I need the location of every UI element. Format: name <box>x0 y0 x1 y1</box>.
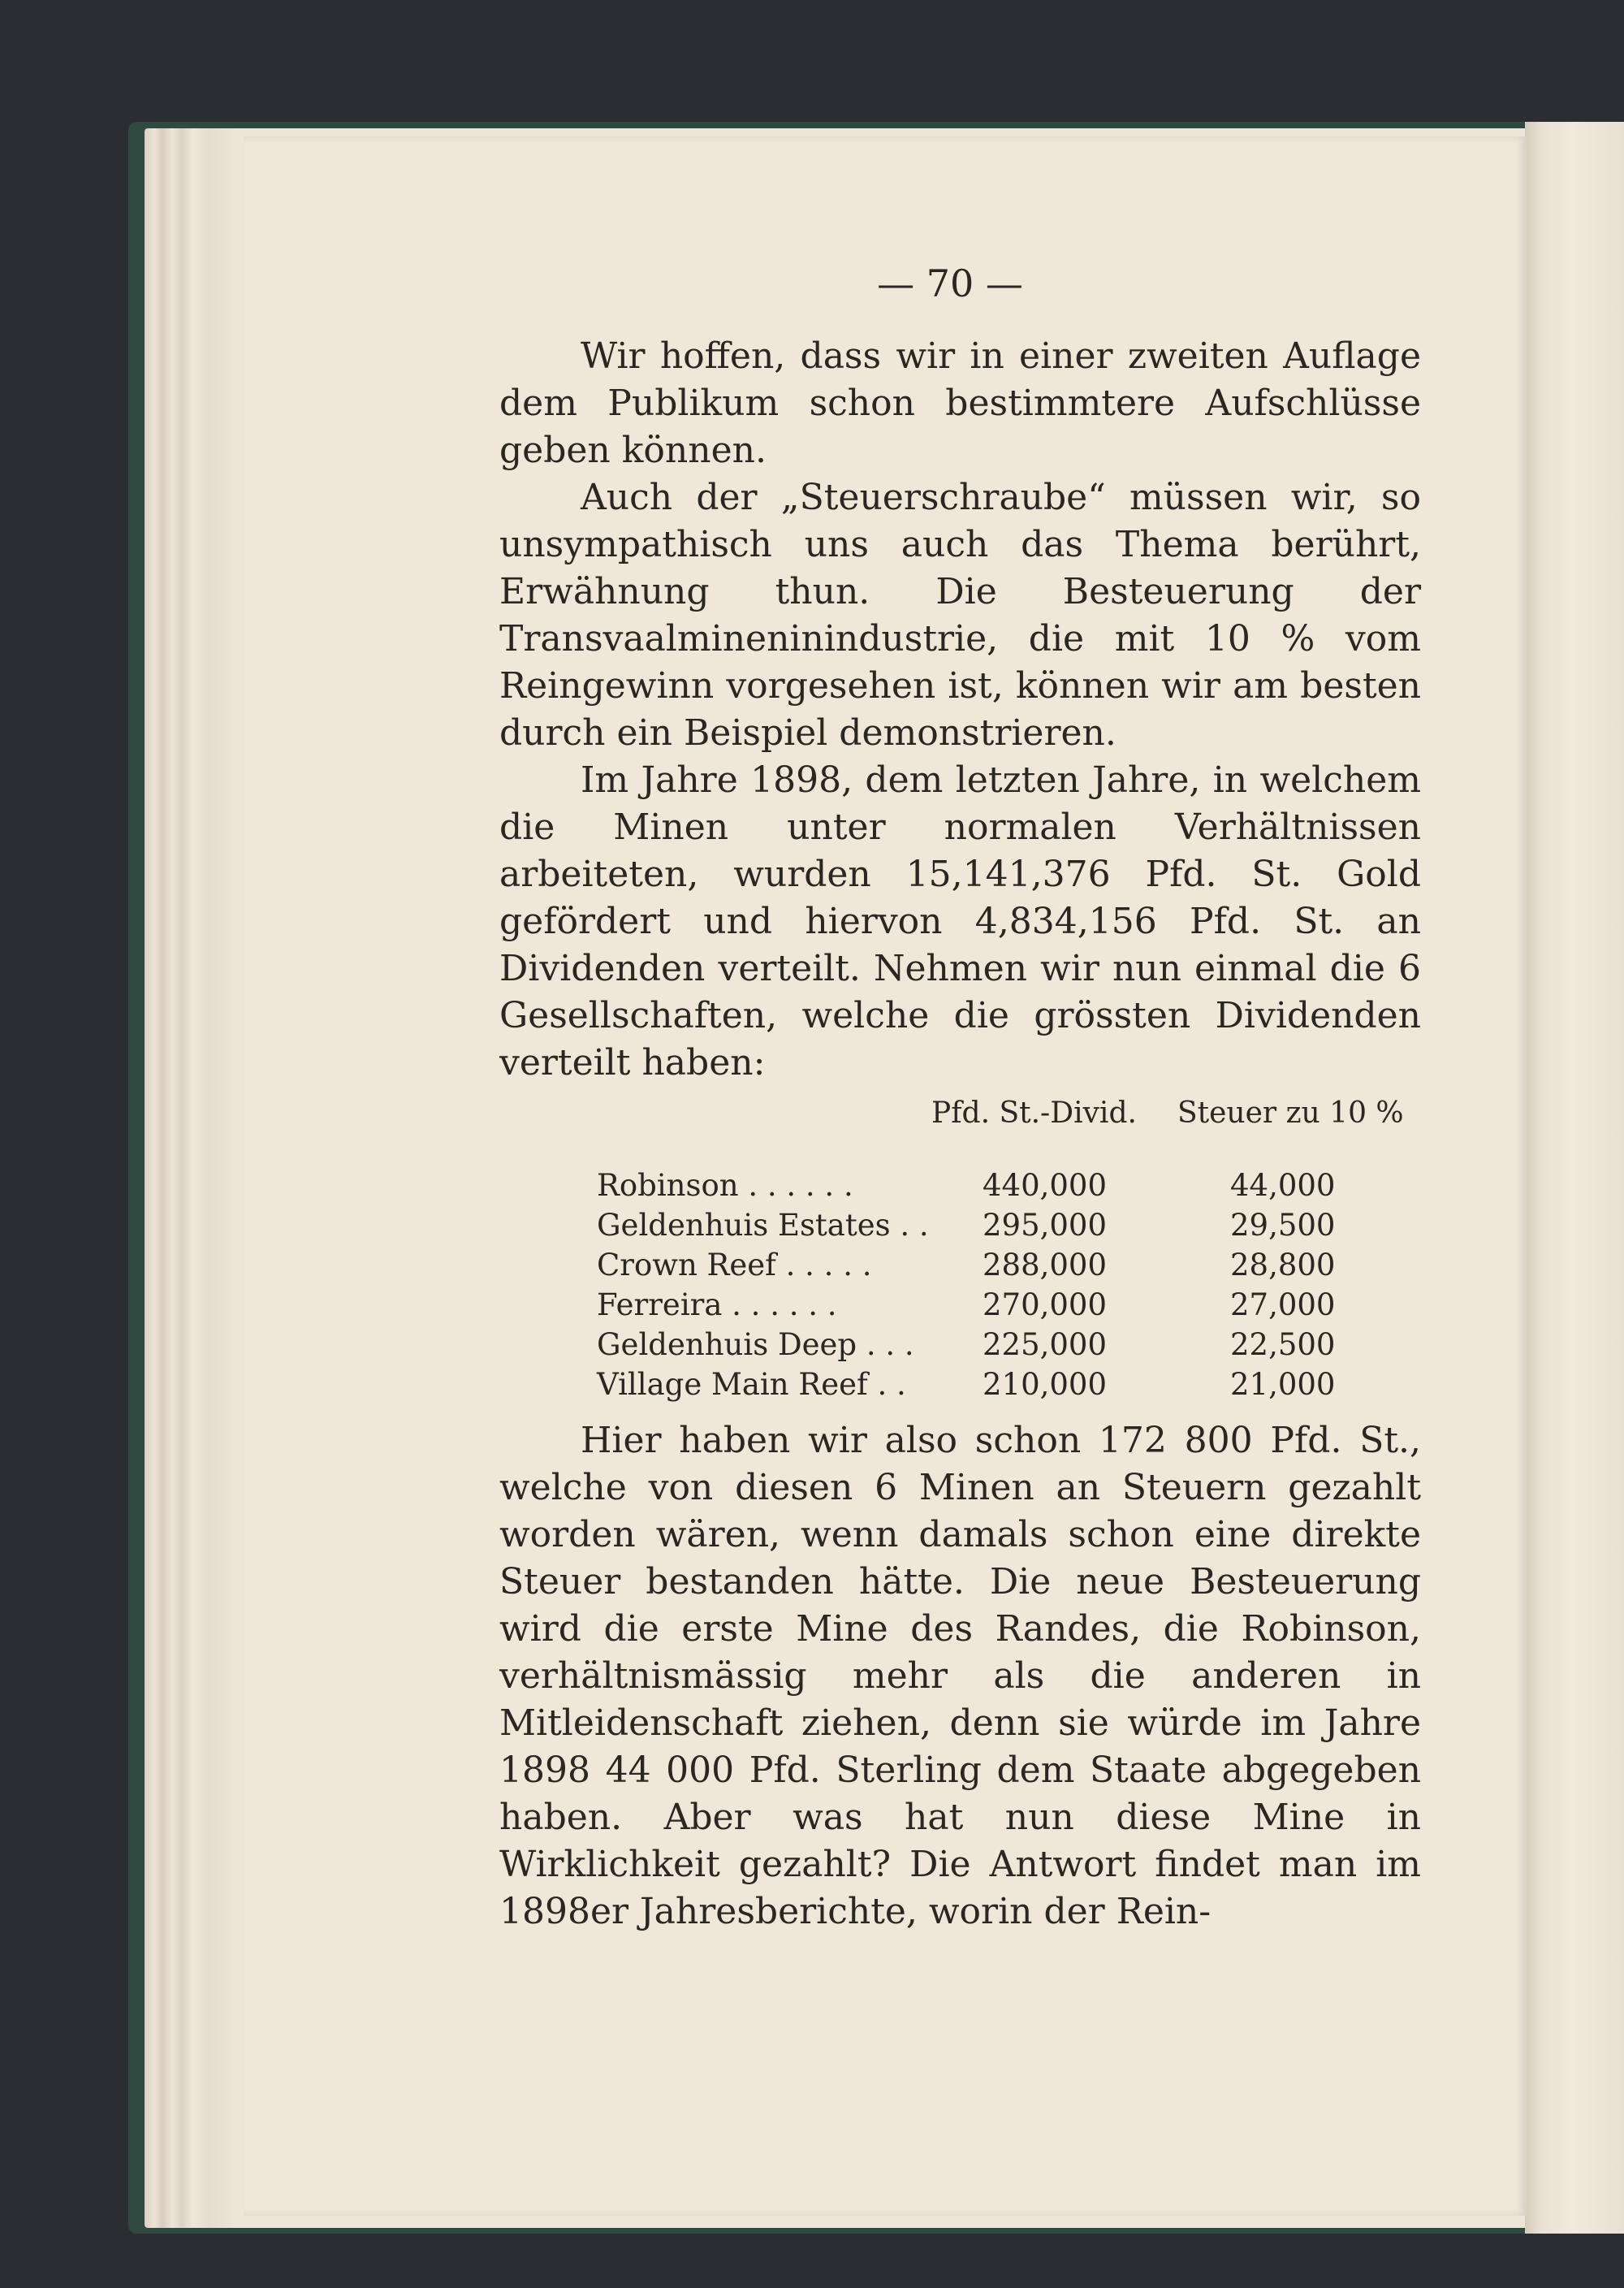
header-dividend: Pfd. St.-Divid. <box>931 1096 1137 1130</box>
row-name: Village Main Reef . . <box>597 1367 906 1402</box>
row-dividend: 440,000 <box>983 1168 1108 1203</box>
body-text-bottom <box>499 1417 1421 1936</box>
row-dividend: 288,000 <box>983 1248 1108 1282</box>
table-row <box>597 1208 1421 1248</box>
facing-page-edge <box>1525 122 1624 2234</box>
table-row <box>597 1248 1421 1287</box>
row-tax: 27,000 <box>1230 1287 1336 1322</box>
table-header <box>597 1096 1421 1145</box>
row-dividend: 225,000 <box>983 1327 1108 1362</box>
row-dividend: 210,000 <box>983 1367 1108 1402</box>
table-row <box>597 1168 1421 1208</box>
row-name: Geldenhuis Deep . . . <box>597 1327 914 1362</box>
paragraph-3: Im Jahre 1898, dem letzten Jahre, in welchem die Minen unter normalen Verhältnissen arbeiteten, wurden 15,141,376 Pfd. St. Gold gefördert und hiervon 4,834,156 Pfd. St. an Dividenden verteilt. Nehmen wir nun einmal die 6 Gesellschaften, welche die grössten Dividenden verteilt haben: <box>499 759 1421 1083</box>
row-dividend: 295,000 <box>983 1208 1108 1243</box>
dividend-table <box>597 1096 1421 1407</box>
header-tax: Steuer zu 10 % <box>1177 1096 1404 1130</box>
body-text-top <box>499 333 1421 1087</box>
table-row <box>597 1367 1421 1407</box>
paragraph-2: Auch der „Steuerschraube“ müssen wir, so unsympathisch uns auch das Thema berührt, Erwähnung thun. Die Besteuerung der Transvaalmineninindustrie, die mit 10 % vom Reingewinn vorgesehen ist, können wir am besten durch ein Beispiel demonstrieren. <box>499 477 1421 754</box>
row-tax: 21,000 <box>1230 1367 1336 1402</box>
row-name: Ferreira . . . . . . <box>597 1287 837 1322</box>
row-name: Robinson . . . . . . <box>597 1168 853 1203</box>
row-name: Geldenhuis Estates . . <box>597 1208 929 1243</box>
row-tax: 29,500 <box>1230 1208 1336 1243</box>
paragraph-4: Hier haben wir also schon 172 800 Pfd. St., welche von diesen 6 Minen an Steuern gezahlt worden wären, wenn damals schon eine direkte Steuer bestanden hätte. Die neue Besteuerung wird die erste Mine des Randes, die Robinson, verhältnismässig mehr als die anderen in Mitleidenschaft ziehen, denn sie würde im Jahre 1898 44 000 Pfd. Sterling dem Staate abgegeben haben. Aber was hat nun diese Mine in Wirklichkeit gezahlt? Die Antwort findet man im 1898er Jahresberichte, worin der Rein- <box>499 1420 1421 1932</box>
table-row <box>597 1287 1421 1327</box>
row-dividend: 270,000 <box>983 1287 1108 1322</box>
row-tax: 28,800 <box>1230 1248 1336 1282</box>
row-name: Crown Reef . . . . . <box>597 1248 872 1282</box>
page-number: — 70 — <box>877 262 1023 305</box>
paragraph-1: Wir hoffen, dass wir in einer zweiten Auflage dem Publikum schon bestimmtere Aufschlüsse geben können. <box>499 335 1421 471</box>
row-tax: 22,500 <box>1230 1327 1336 1362</box>
row-tax: 44,000 <box>1230 1168 1336 1203</box>
table-row <box>597 1327 1421 1367</box>
